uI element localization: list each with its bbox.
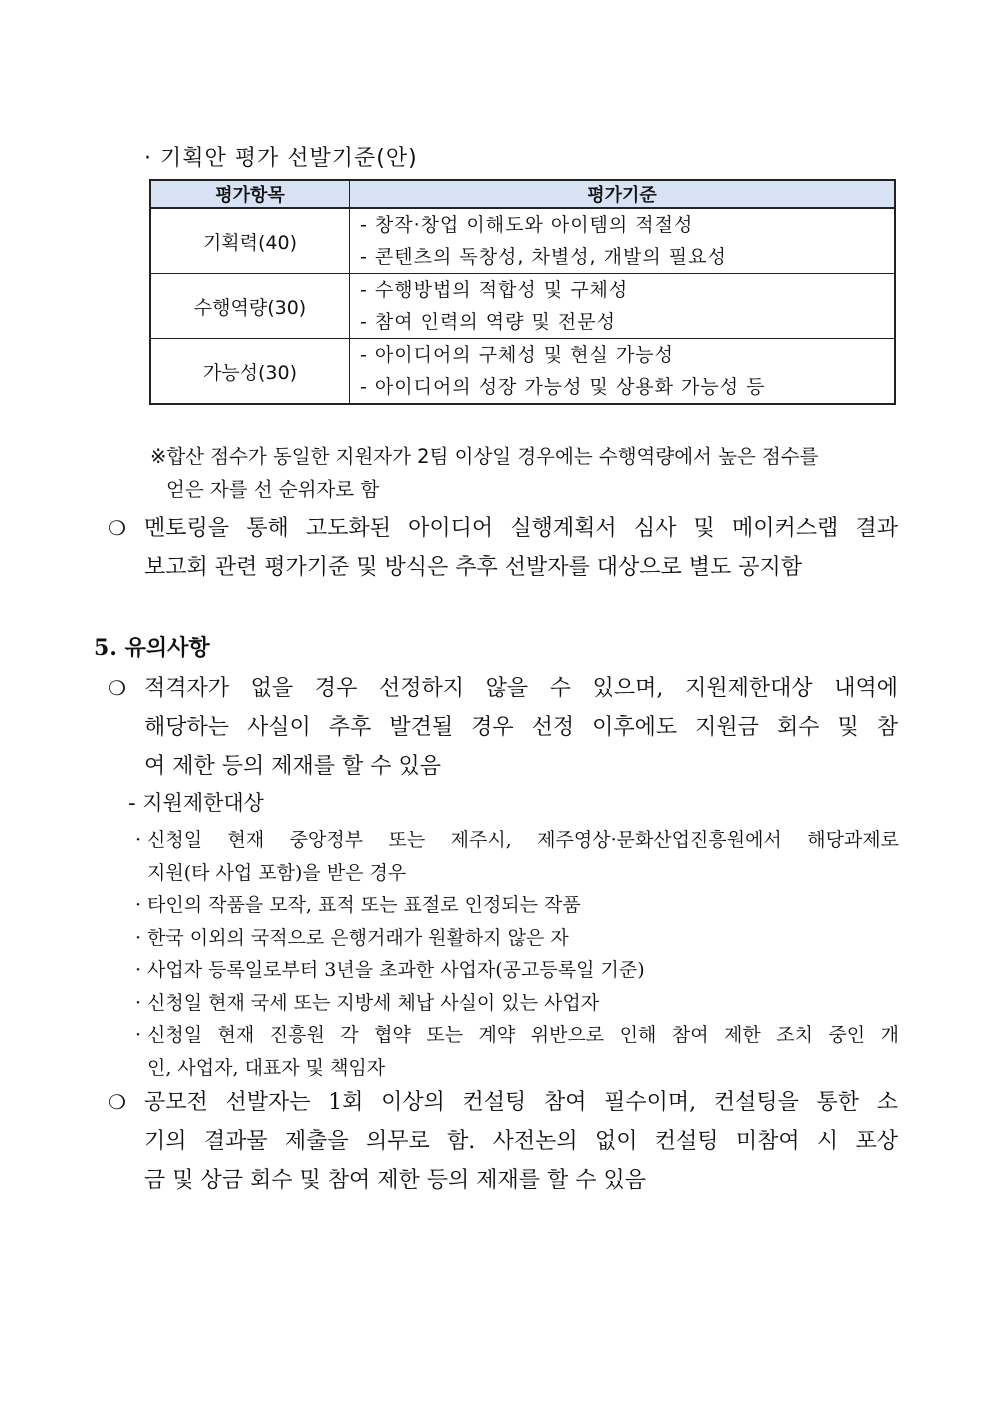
list-item-line: 타인의 작품을 모작, 표적 또는 표절로 인정되는 작품 [147, 894, 581, 916]
paragraph-line: 여 제한 등의 제재를 할 수 있음 [144, 754, 441, 779]
list-item [135, 922, 899, 955]
list-item-line: 사업자 등록일로부터 3년을 초과한 사업자(공고등록일 기준) [147, 959, 645, 981]
row-item: 가능성(30) [150, 339, 350, 405]
bullet-dot-icon: · [135, 926, 142, 949]
list-item-line: 한국 이외의 국적으로 은행거래가 원활하지 않은 자 [147, 926, 569, 949]
restriction-label: - 지원제한대상 [128, 791, 264, 815]
restriction-list [135, 824, 899, 1084]
paragraph-line: 보고회 관련 평가기준 및 방식은 추후 선발자를 대상으로 별도 공지함 [144, 555, 802, 580]
row-item: 기획력(40) [150, 208, 350, 274]
criteria-line: - 참여 인력의 역량 및 전문성 [360, 311, 616, 333]
row-criteria [350, 274, 896, 339]
caution-paragraph-1 [108, 669, 898, 786]
note-line-1: ※합산 점수가 동일한 지원자가 2팀 이상일 경우에는 수행역량에서 높은 점수를 [150, 445, 819, 468]
criteria-line: - 아이디어의 성장 가능성 및 상용화 가능성 등 [360, 376, 766, 398]
tie-break-note [150, 440, 900, 506]
criteria-line: - 창작·창업 이해도와 아이템의 적절성 [360, 214, 694, 236]
mentoring-paragraph [108, 509, 898, 587]
header-item: 평가항목 [150, 180, 350, 208]
criteria-subtitle: · 기획안 평가 선발기준(안) [144, 146, 418, 171]
list-item-line: 신청일 현재 국세 또는 지방세 체납 사실이 있는 사업자 [147, 991, 600, 1014]
list-item [135, 889, 899, 922]
bullet-dot-icon: · [135, 991, 142, 1014]
table-row [150, 208, 895, 274]
table-row [150, 339, 895, 405]
header-criteria: 평가기준 [350, 180, 896, 208]
list-item [135, 1019, 899, 1084]
criteria-line: - 콘텐츠의 독창성, 차별성, 개발의 필요성 [360, 246, 727, 268]
bullet-dot-icon: · [135, 894, 142, 916]
list-item-line: 인, 사업자, 대표자 및 책임자 [147, 1056, 386, 1079]
bullet-dot-icon: · [135, 1024, 142, 1046]
paragraph-line: 기의 결과물 제출을 의무로 함. 사전논의 없이 컨설팅 미참여 시 포상 [144, 1129, 898, 1154]
bullet-circle-icon: ❍ [108, 1090, 126, 1114]
list-item-line: 신청일 현재 진흥원 각 협약 또는 계약 위반으로 인해 참여 제한 조치 중인 개 [147, 1024, 899, 1046]
bullet-dot-icon: · [135, 959, 142, 981]
bullet-circle-icon: ❍ [108, 516, 126, 540]
table-row [150, 274, 895, 339]
paragraph-line: 해당하는 사실이 추후 발견될 경우 선정 이후에도 지원금 회수 및 참 [144, 715, 898, 740]
paragraph-line: 멘토링을 통해 고도화된 아이디어 실행계획서 심사 및 메이커스랩 결과 [144, 516, 898, 541]
row-criteria [350, 208, 896, 274]
list-item [135, 954, 899, 987]
note-line-2: 얻은 자를 선 순위자로 함 [166, 478, 380, 501]
caution-paragraph-2 [108, 1083, 898, 1200]
list-item-line: 신청일 현재 중앙정부 또는 제주시, 제주영상·문화산업진흥원에서 해당과제로 [147, 829, 899, 851]
paragraph-line: 적격자가 없을 경우 선정하지 않을 수 있으며, 지원제한대상 내역에 [144, 676, 898, 701]
evaluation-criteria-table [149, 179, 896, 405]
criteria-line: - 수행방법의 적합성 및 구체성 [360, 279, 629, 301]
list-item-line: 지원(타 사업 포함)을 받은 경우 [147, 861, 407, 884]
list-item [135, 824, 899, 889]
row-item: 수행역량(30) [150, 274, 350, 339]
criteria-line: - 아이디어의 구체성 및 현실 가능성 [360, 344, 675, 366]
list-item [135, 987, 899, 1020]
table-header-row [150, 180, 895, 208]
row-criteria [350, 339, 896, 405]
bullet-circle-icon: ❍ [108, 676, 126, 700]
bullet-dot-icon: · [135, 829, 142, 851]
section-title: 5. 유의사항 [94, 635, 210, 661]
paragraph-line: 공모전 선발자는 1회 이상의 컨설팅 참여 필수이며, 컨설팅을 통한 소 [144, 1090, 898, 1115]
paragraph-line: 금 및 상금 회수 및 참여 제한 등의 제재를 할 수 있음 [144, 1168, 646, 1193]
